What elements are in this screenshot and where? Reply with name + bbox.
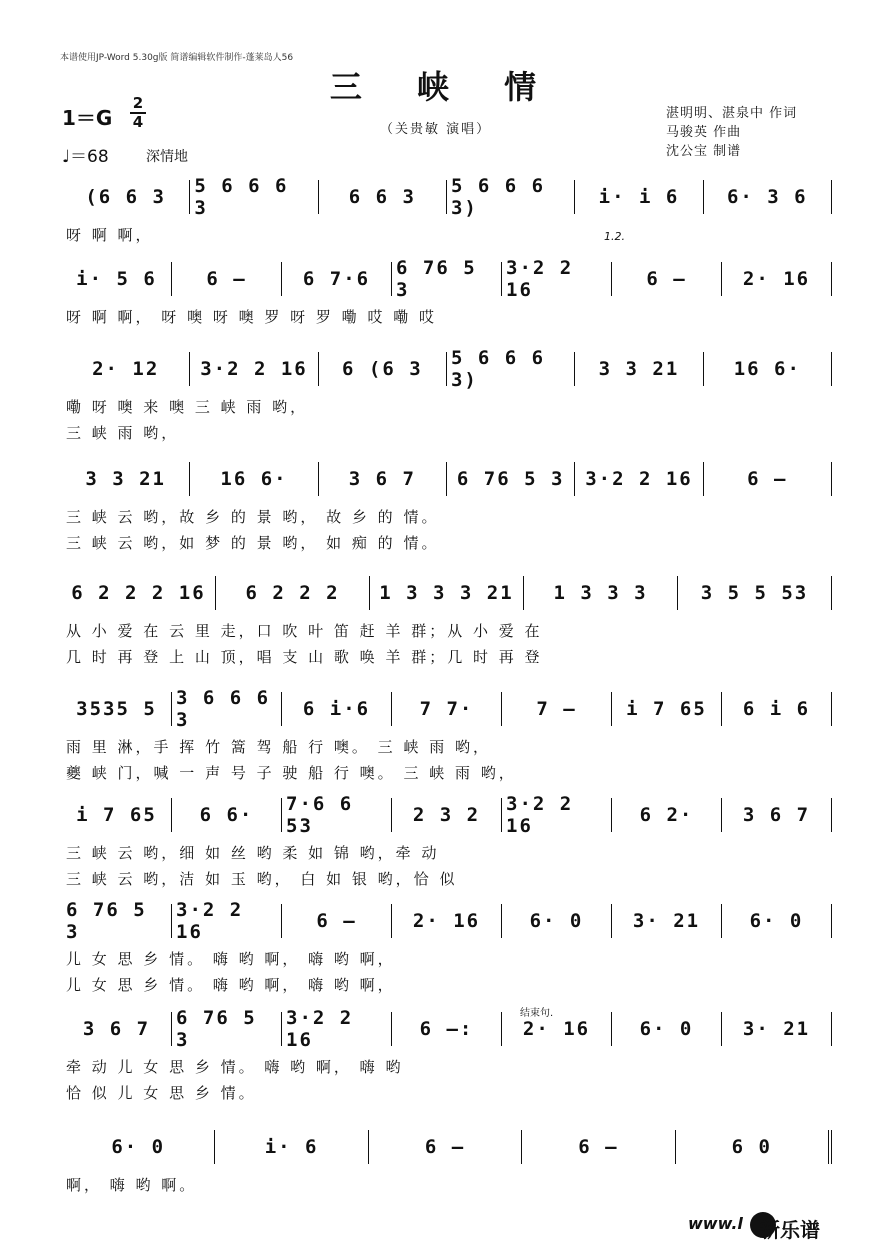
measure-notes: 16 6· xyxy=(220,468,288,490)
score-row xyxy=(62,899,832,943)
measure xyxy=(722,1012,832,1046)
measure xyxy=(575,352,703,386)
measure-notes: 3 3 21 xyxy=(598,358,680,380)
measure-notes: 5 6 6 6 3) xyxy=(450,347,546,391)
measure-notes: 3 6 6 6 3 xyxy=(176,687,271,731)
measure xyxy=(62,1130,215,1164)
lyric-line: 三 峡 云 哟，洁 如 玉 哟， 白 如 银 哟，恰 似 xyxy=(66,870,458,888)
score-row xyxy=(62,576,832,610)
measure xyxy=(502,793,612,837)
measure-notes: i 7 65 xyxy=(626,698,707,720)
site-url: www.l xyxy=(688,1214,743,1233)
measure xyxy=(612,798,722,832)
repeat-volta-label: 1.2. xyxy=(604,230,625,243)
measure-notes: 2· 16 xyxy=(412,910,481,932)
singer-credit: （关贵敏 演唱） xyxy=(380,122,492,137)
measure xyxy=(447,347,575,391)
measure-notes: 2 3 2 xyxy=(412,804,481,826)
measure xyxy=(369,1130,522,1164)
lyric-line: 啊， 嗨 哟 啊。 xyxy=(66,1176,198,1194)
measure xyxy=(62,352,190,386)
transcriber: 沈公宝 制谱 xyxy=(666,144,742,159)
lyric-line: 夔 峡 门，喊 一 声 号 子 驶 船 行 噢。 三 峡 雨 哟， xyxy=(66,764,517,782)
measure-notes: 6 i 6 xyxy=(742,698,811,720)
measure xyxy=(612,1012,722,1046)
lyric-line: 恰 似 儿 女 思 乡 情。 xyxy=(66,1084,257,1102)
measure xyxy=(502,1012,612,1046)
measure-notes: i 7 65 xyxy=(76,804,157,826)
measure xyxy=(172,899,282,943)
lyric-line: 牵 动 儿 女 思 乡 情。 嗨 哟 啊， 嗨 哟 xyxy=(66,1058,404,1076)
measure-notes: 3·2 2 16 xyxy=(506,793,574,837)
measure-notes: i· i 6 xyxy=(598,186,680,208)
score-row xyxy=(62,1130,832,1164)
measure xyxy=(722,904,832,938)
measure-notes: 3·2 2 16 xyxy=(585,468,693,490)
measure-notes: 3 6 7 xyxy=(82,1018,151,1040)
measure-notes: 5 6 6 6 3 xyxy=(194,175,289,219)
software-credit: 本谱使用JP-Word 5.30g版 简谱编辑软件制作-蓬莱岛人56 xyxy=(60,53,294,63)
measure-notes: 16 6· xyxy=(733,358,801,380)
measure xyxy=(190,175,318,219)
measure-notes: 7·6 6 53 xyxy=(286,793,354,837)
measure-notes: 6· 0 xyxy=(111,1136,166,1158)
measure-notes: 6 2· xyxy=(639,804,694,826)
measure xyxy=(678,576,832,610)
measure xyxy=(172,1007,282,1051)
lyric-line: 几 时 再 登 上 山 顶，唱 支 山 歌 唤 羊 群；几 时 再 登 xyxy=(66,648,543,666)
key-signature: 1＝G xyxy=(62,106,113,130)
site-logo-text: 新乐谱 xyxy=(760,1218,820,1242)
measure xyxy=(502,904,612,938)
measure xyxy=(392,692,502,726)
measure-notes: 1 3 3 3 21 xyxy=(379,582,514,604)
lyric-line: 三 峡 云 哟，细 如 丝 哟 柔 如 锦 哟，牵 动 xyxy=(66,844,440,862)
lyric-line: 三 峡 雨 哟， xyxy=(66,424,180,442)
measure xyxy=(62,1012,172,1046)
measure xyxy=(172,798,282,832)
measure xyxy=(392,257,502,301)
measure xyxy=(370,576,524,610)
measure-notes: 3·2 2 16 xyxy=(506,257,574,301)
measure-notes: 6 – xyxy=(578,1136,619,1158)
measure-notes: 6 7·6 xyxy=(302,268,371,290)
measure xyxy=(676,1130,832,1164)
lyricist: 湛明明、湛泉中 作词 xyxy=(666,106,798,121)
measure xyxy=(524,576,678,610)
measure-notes: 6 2 2 2 16 xyxy=(71,582,206,604)
measure-notes: 6 – xyxy=(424,1136,466,1158)
lyric-line: 儿 女 思 乡 情。 嗨 哟 啊， 嗨 哟 啊， xyxy=(66,976,396,994)
measure xyxy=(215,1130,368,1164)
measure-notes: 3·2 2 16 xyxy=(200,358,308,380)
measure-notes: 3535 5 xyxy=(76,698,157,720)
measure xyxy=(62,899,172,943)
time-top: 2 xyxy=(132,94,144,112)
score-row xyxy=(62,1007,832,1051)
lyric-line: 呀 啊 啊， xyxy=(66,226,154,244)
tempo-marking: ♩＝68 xyxy=(62,147,109,167)
measure-notes: 2· 16 xyxy=(522,1018,591,1040)
measure xyxy=(282,904,392,938)
measure xyxy=(282,1007,392,1051)
measure xyxy=(190,352,318,386)
measure-notes: 3·2 2 16 xyxy=(176,899,244,943)
measure xyxy=(319,180,447,214)
measure-notes: 7 7· xyxy=(419,698,474,720)
measure xyxy=(172,687,282,731)
measure-notes: 5 6 6 6 3) xyxy=(450,175,546,219)
measure xyxy=(704,352,832,386)
measure-notes: 6 i·6 xyxy=(302,698,371,720)
measure xyxy=(62,692,172,726)
measure-notes: i· 6 xyxy=(264,1136,319,1158)
time-signature xyxy=(130,96,146,130)
measure-notes: 3·2 2 16 xyxy=(286,1007,354,1051)
measure xyxy=(62,576,216,610)
measure xyxy=(282,262,392,296)
measure-notes: 6 6· xyxy=(199,804,254,826)
measure xyxy=(392,798,502,832)
measure xyxy=(282,692,392,726)
lyric-line: 雨 里 淋，手 挥 竹 篙 驾 船 行 噢。 三 峡 雨 哟， xyxy=(66,738,491,756)
measure xyxy=(612,692,722,726)
measure-notes: 1 3 3 3 xyxy=(553,582,648,604)
measure xyxy=(612,262,722,296)
measure-notes: 6 76 5 3 xyxy=(176,1007,257,1051)
expression-marking: 深情地 xyxy=(146,149,188,165)
ending-phrase-label: 结束句. xyxy=(520,1008,554,1019)
measure xyxy=(62,262,172,296)
measure-notes: 3 5 5 53 xyxy=(700,582,809,604)
measure-notes: 6· 0 xyxy=(749,910,804,932)
measure-notes: (6 6 3 xyxy=(85,186,166,208)
authors-block xyxy=(666,104,797,161)
lyric-line: 三 峡 云 哟，故 乡 的 景 哟， 故 乡 的 情。 xyxy=(66,508,440,526)
measure-notes: 3 6 7 xyxy=(348,468,416,490)
measure-notes: 6· 0 xyxy=(529,910,584,932)
score-row xyxy=(62,347,832,391)
measure-notes: 3 6 7 xyxy=(742,804,811,826)
measure-notes: 6 – xyxy=(316,910,357,932)
time-bottom: 4 xyxy=(132,113,144,131)
score-row xyxy=(62,175,832,219)
measure xyxy=(190,462,318,496)
measure-notes: 6 (6 3 xyxy=(342,358,423,380)
measure-notes: i· 5 6 xyxy=(76,268,157,290)
lyric-line: 三 峡 云 哟，如 梦 的 景 哟， 如 痴 的 情。 xyxy=(66,534,440,552)
measure xyxy=(62,462,190,496)
measure xyxy=(392,1012,502,1046)
measure xyxy=(612,904,722,938)
measure-notes: 6 – xyxy=(747,468,788,490)
lyric-line: 儿 女 思 乡 情。 嗨 哟 啊， 嗨 哟 啊， xyxy=(66,950,396,968)
measure-notes: 6 76 5 3 xyxy=(66,899,147,943)
measure-notes: 6 2 2 2 xyxy=(245,582,340,604)
measure-notes: 6 6 3 xyxy=(348,186,416,208)
score-row xyxy=(62,462,832,496)
measure xyxy=(172,262,282,296)
score-row xyxy=(62,257,832,301)
measure xyxy=(575,180,703,214)
lyric-line: 从 小 爱 在 云 里 走，口 吹 叶 笛 赶 羊 群；从 小 爱 在 xyxy=(66,622,543,640)
measure-notes: 2· 16 xyxy=(742,268,811,290)
measure-notes: 2· 12 xyxy=(92,358,160,380)
score-row xyxy=(62,687,832,731)
measure-notes: 6 0 xyxy=(731,1136,772,1158)
measure-notes: 7 – xyxy=(536,698,577,720)
measure xyxy=(62,798,172,832)
measure-notes: 6 –: xyxy=(419,1018,474,1040)
measure xyxy=(319,352,447,386)
measure xyxy=(502,692,612,726)
measure xyxy=(319,462,447,496)
measure-notes: 6 – xyxy=(206,268,247,290)
measure xyxy=(704,180,832,214)
measure xyxy=(392,904,502,938)
measure xyxy=(704,462,832,496)
measure xyxy=(282,793,392,837)
measure xyxy=(575,462,703,496)
measure xyxy=(722,262,832,296)
measure-notes: 6· 3 6 xyxy=(726,186,808,208)
lyric-line: 呀 啊 啊， 呀 噢 呀 噢 罗 呀 罗 嘞 哎 嘞 哎 xyxy=(66,308,437,326)
measure xyxy=(722,798,832,832)
score-row xyxy=(62,793,832,837)
measure-notes: 6· 0 xyxy=(639,1018,694,1040)
measure xyxy=(447,175,575,219)
measure-notes: 3 3 21 xyxy=(85,468,166,490)
composer: 马骏英 作曲 xyxy=(666,125,742,140)
lyric-line: 嘞 呀 噢 来 噢 三 峡 雨 哟， xyxy=(66,398,309,416)
measure xyxy=(722,692,832,726)
measure xyxy=(62,180,190,214)
measure xyxy=(522,1130,675,1164)
measure-notes: 6 76 5 3 xyxy=(396,257,477,301)
measure-notes: 6 76 5 3 xyxy=(456,468,565,490)
measure-notes: 3· 21 xyxy=(742,1018,811,1040)
song-title: 三 峡 情 xyxy=(329,68,559,106)
measure-notes: 6 – xyxy=(646,268,687,290)
measure xyxy=(502,257,612,301)
measure-notes: 3· 21 xyxy=(632,910,701,932)
measure xyxy=(216,576,370,610)
measure xyxy=(447,462,575,496)
